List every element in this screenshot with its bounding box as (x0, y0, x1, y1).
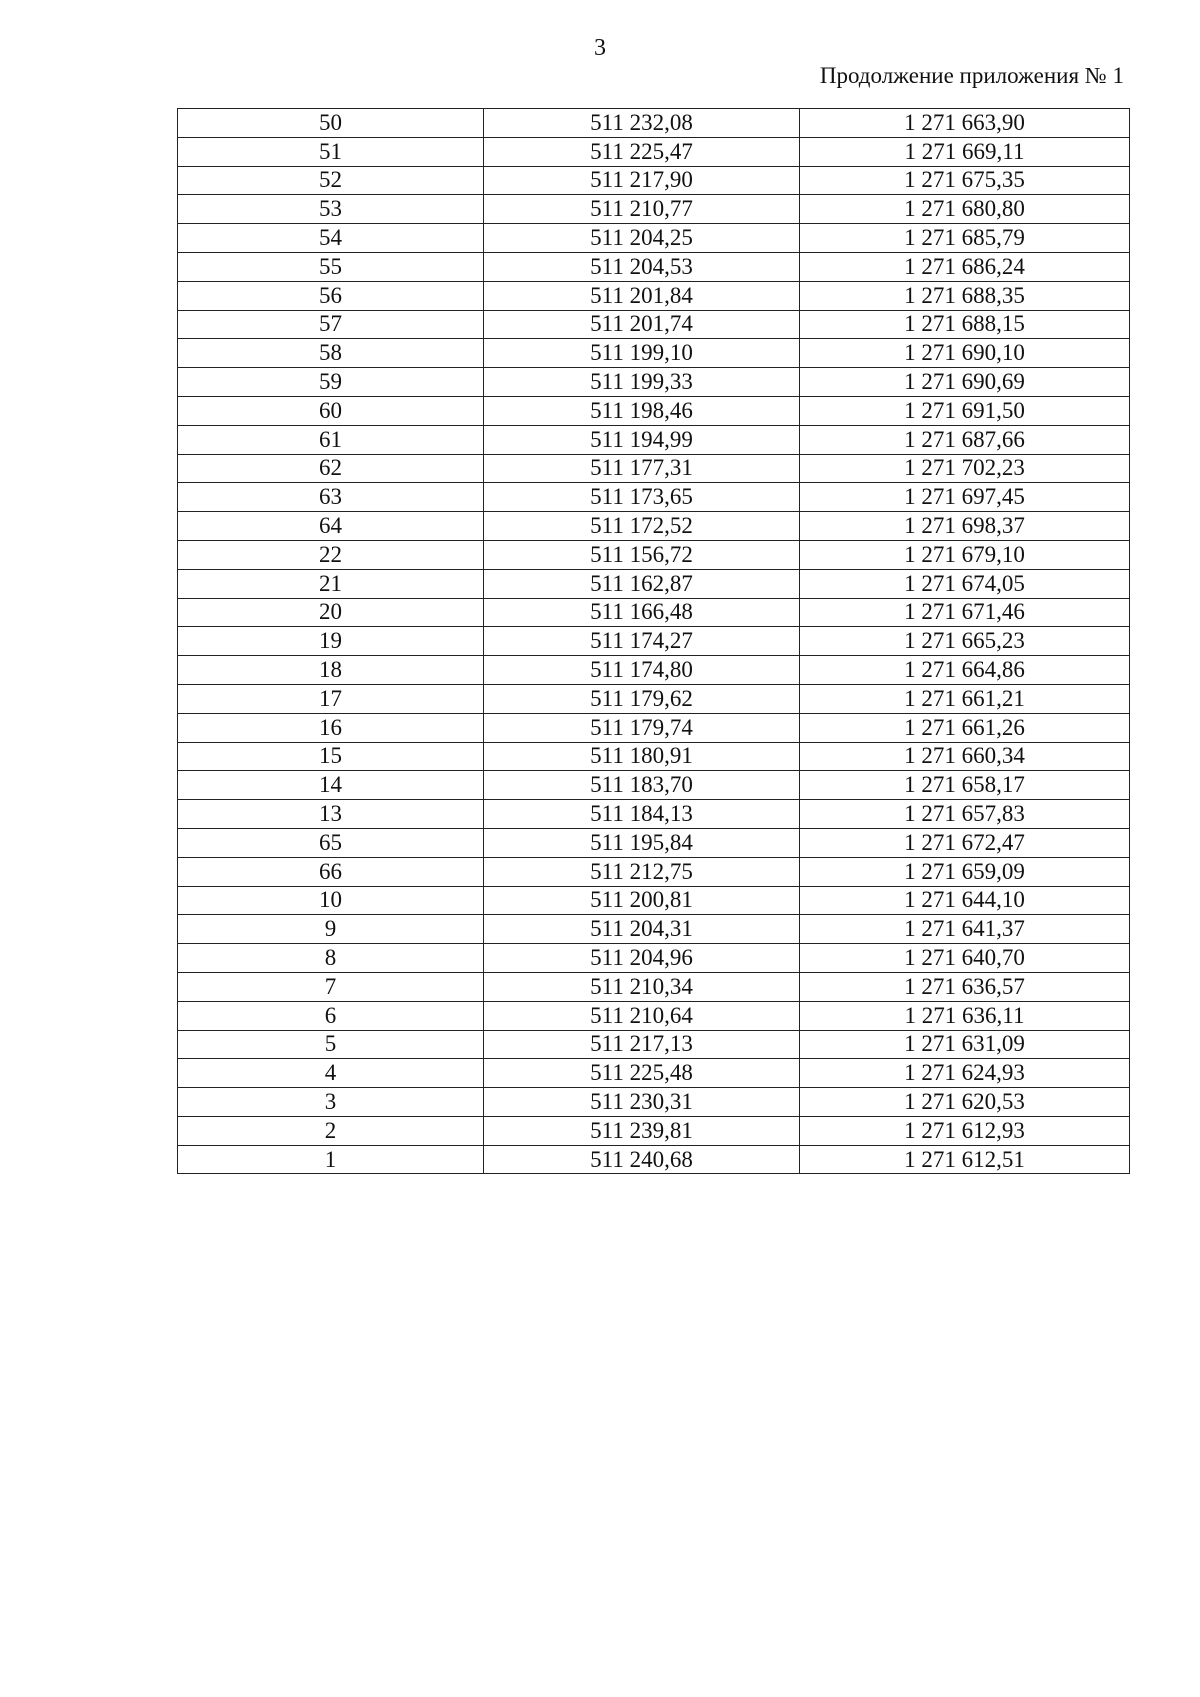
point-number-cell: 2 (178, 1116, 484, 1145)
x-coordinate-cell: 511 199,33 (484, 368, 800, 397)
x-coordinate-cell: 511 195,84 (484, 828, 800, 857)
y-coordinate-cell: 1 271 672,47 (800, 828, 1130, 857)
table-row (178, 310, 1130, 339)
x-coordinate-cell: 511 217,90 (484, 166, 800, 195)
table-row (178, 656, 1130, 685)
point-number-cell: 8 (178, 944, 484, 973)
point-number-cell: 56 (178, 281, 484, 310)
x-coordinate-cell: 511 177,31 (484, 454, 800, 483)
point-number-cell: 14 (178, 771, 484, 800)
x-coordinate-cell: 511 239,81 (484, 1116, 800, 1145)
table-row (178, 972, 1130, 1001)
page-number: 3 (594, 35, 606, 61)
x-coordinate-cell: 511 179,74 (484, 713, 800, 742)
point-number-cell: 59 (178, 368, 484, 397)
y-coordinate-cell: 1 271 661,26 (800, 713, 1130, 742)
y-coordinate-cell: 1 271 665,23 (800, 627, 1130, 656)
y-coordinate-cell: 1 271 675,35 (800, 166, 1130, 195)
point-number-cell: 1 (178, 1145, 484, 1174)
point-number-cell: 13 (178, 800, 484, 829)
table-row (178, 828, 1130, 857)
point-number-cell: 9 (178, 915, 484, 944)
point-number-cell: 66 (178, 857, 484, 886)
table-row (178, 886, 1130, 915)
point-number-cell: 6 (178, 1001, 484, 1030)
y-coordinate-cell: 1 271 612,93 (800, 1116, 1130, 1145)
x-coordinate-cell: 511 240,68 (484, 1145, 800, 1174)
y-coordinate-cell: 1 271 687,66 (800, 425, 1130, 454)
x-coordinate-cell: 511 204,25 (484, 224, 800, 253)
x-coordinate-cell: 511 210,34 (484, 972, 800, 1001)
point-number-cell: 7 (178, 972, 484, 1001)
x-coordinate-cell: 511 230,31 (484, 1088, 800, 1117)
point-number-cell: 57 (178, 310, 484, 339)
point-number-cell: 5 (178, 1030, 484, 1059)
table-row (178, 195, 1130, 224)
y-coordinate-cell: 1 271 697,45 (800, 483, 1130, 512)
y-coordinate-cell: 1 271 685,79 (800, 224, 1130, 253)
point-number-cell: 58 (178, 339, 484, 368)
x-coordinate-cell: 511 179,62 (484, 684, 800, 713)
x-coordinate-cell: 511 204,31 (484, 915, 800, 944)
y-coordinate-cell: 1 271 688,35 (800, 281, 1130, 310)
x-coordinate-cell: 511 210,77 (484, 195, 800, 224)
point-number-cell: 16 (178, 713, 484, 742)
point-number-cell: 54 (178, 224, 484, 253)
y-coordinate-cell: 1 271 624,93 (800, 1059, 1130, 1088)
y-coordinate-cell: 1 271 631,09 (800, 1030, 1130, 1059)
table-row (178, 771, 1130, 800)
x-coordinate-cell: 511 180,91 (484, 742, 800, 771)
table-row (178, 1145, 1130, 1174)
point-number-cell: 22 (178, 540, 484, 569)
table-row (178, 224, 1130, 253)
coordinates-table-body (178, 109, 1130, 1174)
point-number-cell: 60 (178, 396, 484, 425)
appendix-continuation-heading: Продолжение приложения № 1 (819, 63, 1124, 88)
table-row (178, 598, 1130, 627)
x-coordinate-cell: 511 174,27 (484, 627, 800, 656)
x-coordinate-cell: 511 173,65 (484, 483, 800, 512)
y-coordinate-cell: 1 271 702,23 (800, 454, 1130, 483)
table-row (178, 166, 1130, 195)
x-coordinate-cell: 511 201,84 (484, 281, 800, 310)
x-coordinate-cell: 511 194,99 (484, 425, 800, 454)
y-coordinate-cell: 1 271 636,57 (800, 972, 1130, 1001)
table-row (178, 742, 1130, 771)
point-number-cell: 20 (178, 598, 484, 627)
table-row (178, 1001, 1130, 1030)
table-row (178, 425, 1130, 454)
x-coordinate-cell: 511 210,64 (484, 1001, 800, 1030)
x-coordinate-cell: 511 199,10 (484, 339, 800, 368)
table-row (178, 684, 1130, 713)
table-row (178, 368, 1130, 397)
table-row (178, 137, 1130, 166)
y-coordinate-cell: 1 271 641,37 (800, 915, 1130, 944)
y-coordinate-cell: 1 271 686,24 (800, 252, 1130, 281)
table-row (178, 252, 1130, 281)
table-row (178, 915, 1130, 944)
y-coordinate-cell: 1 271 660,34 (800, 742, 1130, 771)
table-row (178, 1030, 1130, 1059)
point-number-cell: 64 (178, 512, 484, 541)
table-row (178, 1088, 1130, 1117)
y-coordinate-cell: 1 271 659,09 (800, 857, 1130, 886)
y-coordinate-cell: 1 271 657,83 (800, 800, 1130, 829)
table-row (178, 396, 1130, 425)
y-coordinate-cell: 1 271 663,90 (800, 109, 1130, 138)
y-coordinate-cell: 1 271 636,11 (800, 1001, 1130, 1030)
point-number-cell: 62 (178, 454, 484, 483)
point-number-cell: 51 (178, 137, 484, 166)
point-number-cell: 53 (178, 195, 484, 224)
x-coordinate-cell: 511 198,46 (484, 396, 800, 425)
x-coordinate-cell: 511 212,75 (484, 857, 800, 886)
x-coordinate-cell: 511 225,47 (484, 137, 800, 166)
point-number-cell: 61 (178, 425, 484, 454)
point-number-cell: 10 (178, 886, 484, 915)
x-coordinate-cell: 511 172,52 (484, 512, 800, 541)
x-coordinate-cell: 511 201,74 (484, 310, 800, 339)
x-coordinate-cell: 511 174,80 (484, 656, 800, 685)
y-coordinate-cell: 1 271 669,11 (800, 137, 1130, 166)
y-coordinate-cell: 1 271 661,21 (800, 684, 1130, 713)
point-number-cell: 52 (178, 166, 484, 195)
table-row (178, 1059, 1130, 1088)
table-row (178, 540, 1130, 569)
x-coordinate-cell: 511 200,81 (484, 886, 800, 915)
point-number-cell: 21 (178, 569, 484, 598)
y-coordinate-cell: 1 271 620,53 (800, 1088, 1130, 1117)
y-coordinate-cell: 1 271 688,15 (800, 310, 1130, 339)
point-number-cell: 15 (178, 742, 484, 771)
table-row (178, 454, 1130, 483)
table-row (178, 944, 1130, 973)
y-coordinate-cell: 1 271 671,46 (800, 598, 1130, 627)
x-coordinate-cell: 511 232,08 (484, 109, 800, 138)
table-row (178, 800, 1130, 829)
y-coordinate-cell: 1 271 690,69 (800, 368, 1130, 397)
y-coordinate-cell: 1 271 690,10 (800, 339, 1130, 368)
y-coordinate-cell: 1 271 698,37 (800, 512, 1130, 541)
table-row (178, 512, 1130, 541)
x-coordinate-cell: 511 166,48 (484, 598, 800, 627)
point-number-cell: 3 (178, 1088, 484, 1117)
y-coordinate-cell: 1 271 674,05 (800, 569, 1130, 598)
table-row (178, 627, 1130, 656)
y-coordinate-cell: 1 271 644,10 (800, 886, 1130, 915)
y-coordinate-cell: 1 271 680,80 (800, 195, 1130, 224)
point-number-cell: 19 (178, 627, 484, 656)
table-row (178, 483, 1130, 512)
point-number-cell: 17 (178, 684, 484, 713)
x-coordinate-cell: 511 225,48 (484, 1059, 800, 1088)
point-number-cell: 18 (178, 656, 484, 685)
x-coordinate-cell: 511 183,70 (484, 771, 800, 800)
point-number-cell: 65 (178, 828, 484, 857)
point-number-cell: 50 (178, 109, 484, 138)
y-coordinate-cell: 1 271 691,50 (800, 396, 1130, 425)
point-number-cell: 63 (178, 483, 484, 512)
table-row (178, 713, 1130, 742)
y-coordinate-cell: 1 271 664,86 (800, 656, 1130, 685)
y-coordinate-cell: 1 271 612,51 (800, 1145, 1130, 1174)
x-coordinate-cell: 511 156,72 (484, 540, 800, 569)
coordinates-table (177, 108, 1130, 1174)
point-number-cell: 55 (178, 252, 484, 281)
point-number-cell: 4 (178, 1059, 484, 1088)
x-coordinate-cell: 511 217,13 (484, 1030, 800, 1059)
table-row (178, 857, 1130, 886)
x-coordinate-cell: 511 204,96 (484, 944, 800, 973)
table-row (178, 1116, 1130, 1145)
table-row (178, 281, 1130, 310)
table-row (178, 109, 1130, 138)
y-coordinate-cell: 1 271 640,70 (800, 944, 1130, 973)
table-row (178, 569, 1130, 598)
y-coordinate-cell: 1 271 658,17 (800, 771, 1130, 800)
table-row (178, 339, 1130, 368)
x-coordinate-cell: 511 204,53 (484, 252, 800, 281)
x-coordinate-cell: 511 162,87 (484, 569, 800, 598)
y-coordinate-cell: 1 271 679,10 (800, 540, 1130, 569)
x-coordinate-cell: 511 184,13 (484, 800, 800, 829)
